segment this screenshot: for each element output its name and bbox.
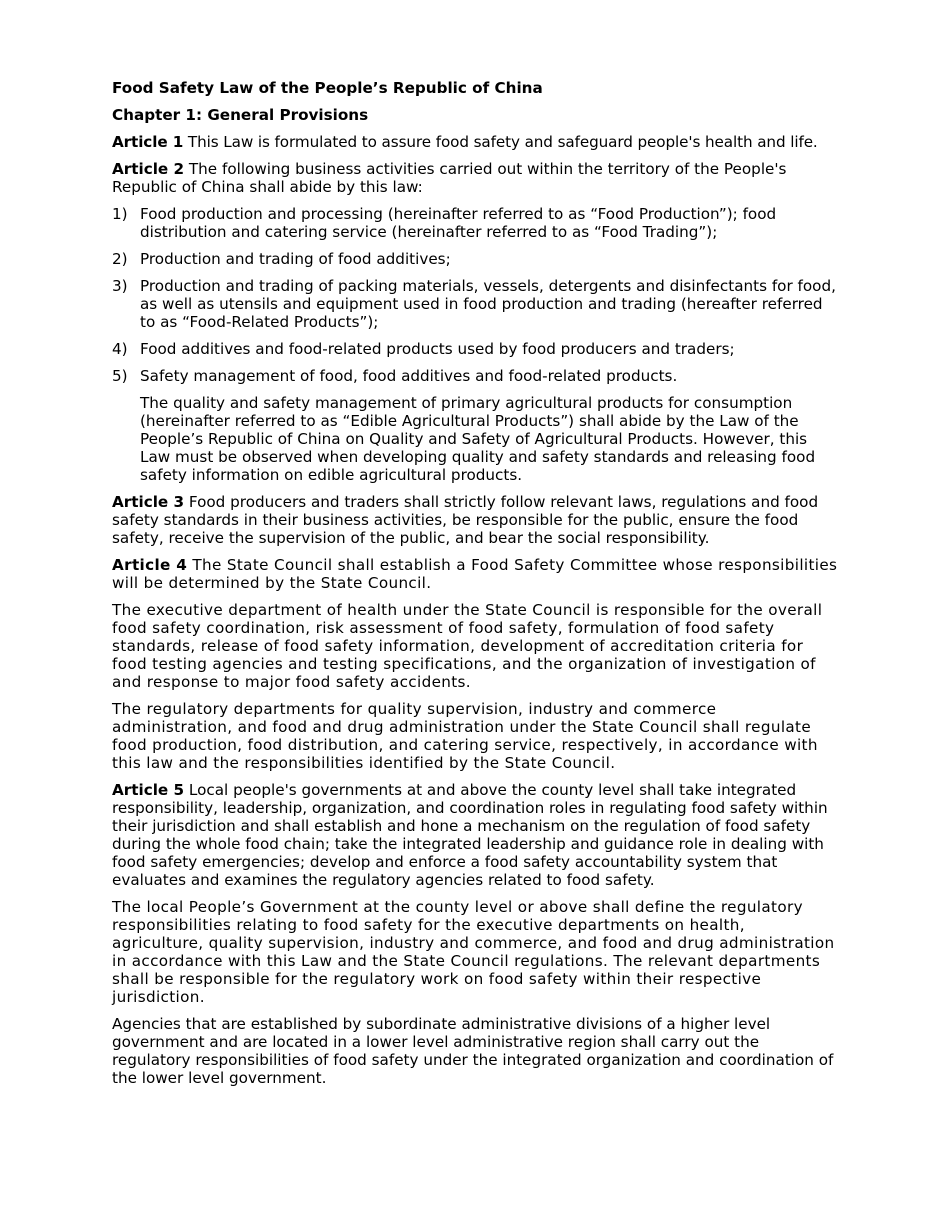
article-2 [112, 160, 840, 196]
list-text: Food production and processing (hereinafter referred to as “Food Production”); food distribution and catering service (hereinafter referred to as “Food Trading”); [140, 205, 777, 241]
article-1-label: Article 1 [112, 133, 184, 151]
article-2-item-1 [112, 205, 840, 241]
list-text: Production and trading of packing materials, vessels, detergents and disinfectants for food, as well as utensils and equipment used in food production and trading (hereafter referred to as “Food-Related Products”); [140, 277, 836, 331]
article-5-paragraph: The local People’s Government at the county level or above shall define the regulatory responsibilities relating to food safety for the executive departments on health, agriculture, quality supervision, industry and commerce, and food and drug administration in accordance with this Law and the State Council regulations. The relevant departments shall be responsible for the regulatory work on food safety within their respective jurisdiction. [112, 898, 835, 1006]
article-4 [112, 556, 840, 592]
article-2-note: The quality and safety management of primary agricultural products for consumption (hereinafter referred to as “Edible Agricultural Products”) shall abide by the Law of the People’s Republic of China on Quality and Safety of Agricultural Products. However, this Law must be observed when developing quality and safety standards and releasing food safety information on edible agricultural products. [140, 394, 816, 484]
article-2-item-4 [112, 340, 840, 358]
article-4-text: The State Council shall establish a Food Safety Committee whose responsibilities will be determined by the State Council. [112, 556, 838, 592]
list-number: 4) [112, 340, 128, 358]
article-2-item-5 [112, 367, 840, 385]
article-4-label: Article 4 [112, 556, 188, 574]
article-5-label: Article 5 [112, 781, 185, 799]
list-number: 5) [112, 367, 128, 385]
article-3-label: Article 3 [112, 493, 185, 511]
list-number: 1) [112, 205, 128, 223]
article-5-paragraph: Agencies that are established by subordinate administrative divisions of a higher level government and are located in a lower level administrative region shall carry out the regulatory responsibilities of food safety under the integrated organization and coordination of the lower level government. [112, 1015, 834, 1087]
article-2-item-2 [112, 250, 840, 268]
article-2-label: Article 2 [112, 160, 185, 178]
article-5 [112, 781, 840, 889]
article-3 [112, 493, 840, 547]
article-1 [112, 133, 840, 151]
document-page [112, 79, 840, 1096]
list-text: Food additives and food-related products used by food producers and traders; [140, 340, 735, 358]
article-5-text: Local people's governments at and above the county level shall take integrated responsibility, leadership, organization, and coordination roles in regulating food safety within their jurisdiction and shall establish and hone a mechanism on the regulation of food safety during the whole food chain; take the integrated leadership and guidance role in dealing with food safety emergencies; develop and enforce a food safety accountability system that evaluates and examines the regulatory agencies related to food safety. [112, 781, 828, 889]
article-4-paragraph: The executive department of health under the State Council is responsible for the overall food safety coordination, risk assessment of food safety, formulation of food safety standards, release of food safety information, development of accreditation criteria for food testing agencies and testing specifications, and the organization of investigation of and response to major food safety accidents. [112, 601, 823, 691]
list-number: 2) [112, 250, 128, 268]
list-text: Safety management of food, food additives and food-related products. [140, 367, 678, 385]
article-1-text: This Law is formulated to assure food safety and safeguard people's health and life. [183, 133, 818, 151]
article-2-item-3 [112, 277, 840, 331]
chapter-heading: Chapter 1: General Provisions [112, 106, 369, 124]
list-number: 3) [112, 277, 128, 295]
article-3-text: Food producers and traders shall strictly follow relevant laws, regulations and food safety standards in their business activities, be responsible for the public, ensure the food safety, receive the supervision of the public, and bear the social responsibility. [112, 493, 819, 547]
article-4-paragraph: The regulatory departments for quality supervision, industry and commerce administration, and food and drug administration under the State Council shall regulate food production, food distribution, and catering service, respectively, in accordance with this law and the responsibilities identified by the State Council. [112, 700, 818, 772]
list-text: Production and trading of food additives; [140, 250, 451, 268]
document-title: Food Safety Law of the People’s Republic of China [112, 79, 543, 97]
article-2-text: The following business activities carried out within the territory of the People's Republic of China shall abide by this law: [112, 160, 787, 196]
